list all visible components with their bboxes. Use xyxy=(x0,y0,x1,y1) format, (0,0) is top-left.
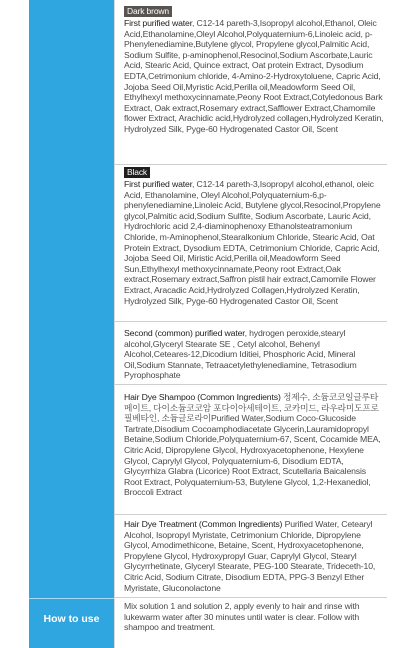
left-margin xyxy=(0,0,29,648)
dark-brown-text: , C12-14 pareth-3,Isopropyl alcohol,Ethanol, Oleic Acid,Ethanolamine,Oleyl Alcohol,Polyquaternium-6,Linoleic acid, p-Phenylenediamine,Butylene glycol, Propylene glycol,Palmitic Acid, Sodium Sulfite, p-aminophenol,Resocinol,Sodium Ascorbate,Lauric Acid, Stearic Acid, Quince extract, Oat protein Extract, Dysodium EDTA,Cetrimonium chloride, 4-Amino-2-Hydroxytoluene, Capric Acid, Jojoba Seed Oil,Myristic Acid,Perilla oil,Meadowform Seed Oil, Ethylhexyl methoxycinnamate,Peony Root Extract,Cotyledonous Bark Extract, Oak extract,Rosemary extract,Safflower Extract,Chamomile flower Extract, Arachidic acid,Hydrolyzed collagen,Hydrolyzed Keratin, Hydrolyzed Silk, Pyge-60 Hydrogenated Castor Oil, Scent xyxy=(124,18,384,134)
section-how-to-use xyxy=(115,601,388,641)
section-treatment xyxy=(115,517,388,598)
dark-brown-lead: First purified water xyxy=(124,18,192,28)
dark-brown-tag: Dark brown xyxy=(124,6,172,17)
second-text: , hydrogen peroxide,stearyl alcohol,Glyceryl Stearate SE , Cetyl alcohol, Behenyl Alcohol,Ceteares-12,Dicodium Iditiei, Phosphoric Acid, Mineral Oil,Sodium Stannate, Tetraacetylethylenediamine, Tetrasodium Pyrophosphate xyxy=(124,328,357,381)
ingredients-content xyxy=(114,0,388,648)
second-lead: Second (common) purified water xyxy=(124,328,245,338)
treatment-text: Purified Water, Cetearyl Alcohol, Isopropyl Myristate, Cetrimonium Chloride, Dipropylene Glycol, Amodimethicone, Betaine, Scent, Hydroxyacetophenone, Propylene Glycol, Hydroxypropyl Guar, Caprylyl Glycol, Stearyl Glycyrrhetinate, Glyceryl Stearate, PEG-100 Stearate, Trideceth-10, Citric Acid, Sodium Citrate, Disodium EDTA, PPG-3 Benzyl Ether Myristate, Gluconolactone xyxy=(124,519,376,593)
dark-brown-ingredients xyxy=(124,18,384,135)
second-ingredients xyxy=(124,328,384,381)
black-ingredients xyxy=(124,179,384,306)
black-text: , C12-14 pareth-3,Isopropyl alcohol,ethanol, oleic Acid, Ethanolamine, Oleyl Alcohol,Polyquaternium-6,p-phenylenediamine,Linoleic Acid, Butylene glycol,Resocinol,Propylene glycol,Palmitic acid,Sodium Sulfite, Sodium Ascorbate, Lauric Acid, Hydrochloric acid 2,4-diaminophenoxy Ethanolsteatramonium Chloride, m-Aminophenol,Stearalkonium Chloride, Stearic Acid, Oat Protein Extract, Dysodium EDTA, Cetrimonium Chloride, Capric Acid, Jojoba Seed Oil, Miristic Acid,Perilla oil,Meadowform Seed Sun,Ethylhexyl methoxycinnamate,Peony root Extract,Oak extract,Rosemary extract,Saffron pistil hair extract,Camomile Flower Extract, Aracadic Acid,Hydrolyzed Collagen,Hydrolyzed Keratin, Hydrolyzed Silk, Pyge-60 Hydrogenated Castor Oil, Scent xyxy=(124,179,381,306)
label-divider xyxy=(29,598,114,599)
shampoo-text: 정제수, 소듐코코일글루타메이트, 다이소듐코코암 포다이아세테이트, 코카미드, 라우라미도프로필베타인, 소듐글로라이Purified Water,Sodium Coco-Glucoside Tartrate,Disodium Cocoamphodiacetate Glycerin,Lauramidopropyl Betaine,Sodium Chloride,Polyquaternium-67, Scent, Cocamide MEA, Citric Acid, Dipropylene Glycol, Hydroxyacetophenone, Hexylene Glycol, Caprylyl Glycol, Polyquaternium-6, Disodium EDTA, Glycyrrhiza Glabra (Licorice) Root Extract, Scutellaria Baicalensis Root Extract, Polyquaternium-53, Butylene Glycol, 1,2-Hexanediol, Broccoli Extract xyxy=(124,392,381,498)
treatment-lead: Hair Dye Treatment (Common Ingredients) xyxy=(124,519,283,529)
black-tag: Black xyxy=(124,167,150,178)
black-lead: First purified water xyxy=(124,179,192,189)
section-black xyxy=(115,167,388,322)
section-second xyxy=(115,326,388,385)
treatment-ingredients xyxy=(124,519,384,593)
how-to-use-text: Mix solution 1 and solution 2, apply evenly to hair and rinse with lukewarm water after 30 minutes until water is clear. Follow with shampoo and treatment. xyxy=(124,601,360,633)
section-shampoo xyxy=(115,390,388,515)
how-to-use-label: How to use xyxy=(43,613,100,625)
section-dark-brown xyxy=(115,6,388,165)
label-column xyxy=(29,0,114,648)
right-margin xyxy=(387,0,416,648)
shampoo-lead: Hair Dye Shampoo (Common Ingredients) xyxy=(124,392,281,402)
shampoo-ingredients xyxy=(124,392,384,498)
